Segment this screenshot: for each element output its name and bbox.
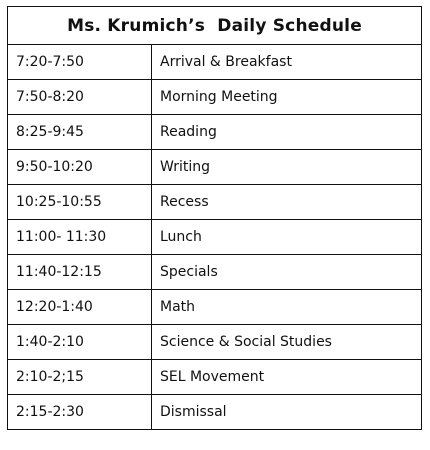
activity-cell: Math	[152, 290, 422, 325]
table-row	[8, 80, 422, 115]
table-row	[8, 360, 422, 395]
table-row	[8, 325, 422, 360]
activity-cell: Writing	[152, 150, 422, 185]
table-row	[8, 115, 422, 150]
activity-cell: Morning Meeting	[152, 80, 422, 115]
activity-cell: Dismissal	[152, 395, 422, 430]
activity-cell: Lunch	[152, 220, 422, 255]
time-cell: 7:20-7:50	[8, 45, 152, 80]
activity-cell: Specials	[152, 255, 422, 290]
schedule-title: Ms. Krumich’s Daily Schedule	[8, 7, 422, 45]
time-cell: 10:25-10:55	[8, 185, 152, 220]
daily-schedule-table	[7, 6, 422, 430]
time-cell: 2:15-2:30	[8, 395, 152, 430]
time-cell: 12:20-1:40	[8, 290, 152, 325]
table-row	[8, 290, 422, 325]
table-row	[8, 255, 422, 290]
time-cell: 1:40-2:10	[8, 325, 152, 360]
table-row	[8, 395, 422, 430]
activity-cell: Recess	[152, 185, 422, 220]
table-row	[8, 45, 422, 80]
time-cell: 9:50-10:20	[8, 150, 152, 185]
table-row	[8, 150, 422, 185]
time-cell: 2:10-2;15	[8, 360, 152, 395]
time-cell: 11:00- 11:30	[8, 220, 152, 255]
table-row	[8, 185, 422, 220]
time-cell: 7:50-8:20	[8, 80, 152, 115]
title-row	[8, 7, 422, 45]
time-cell: 11:40-12:15	[8, 255, 152, 290]
table-row	[8, 220, 422, 255]
activity-cell: Science & Social Studies	[152, 325, 422, 360]
activity-cell: SEL Movement	[152, 360, 422, 395]
time-cell: 8:25-9:45	[8, 115, 152, 150]
activity-cell: Arrival & Breakfast	[152, 45, 422, 80]
activity-cell: Reading	[152, 115, 422, 150]
